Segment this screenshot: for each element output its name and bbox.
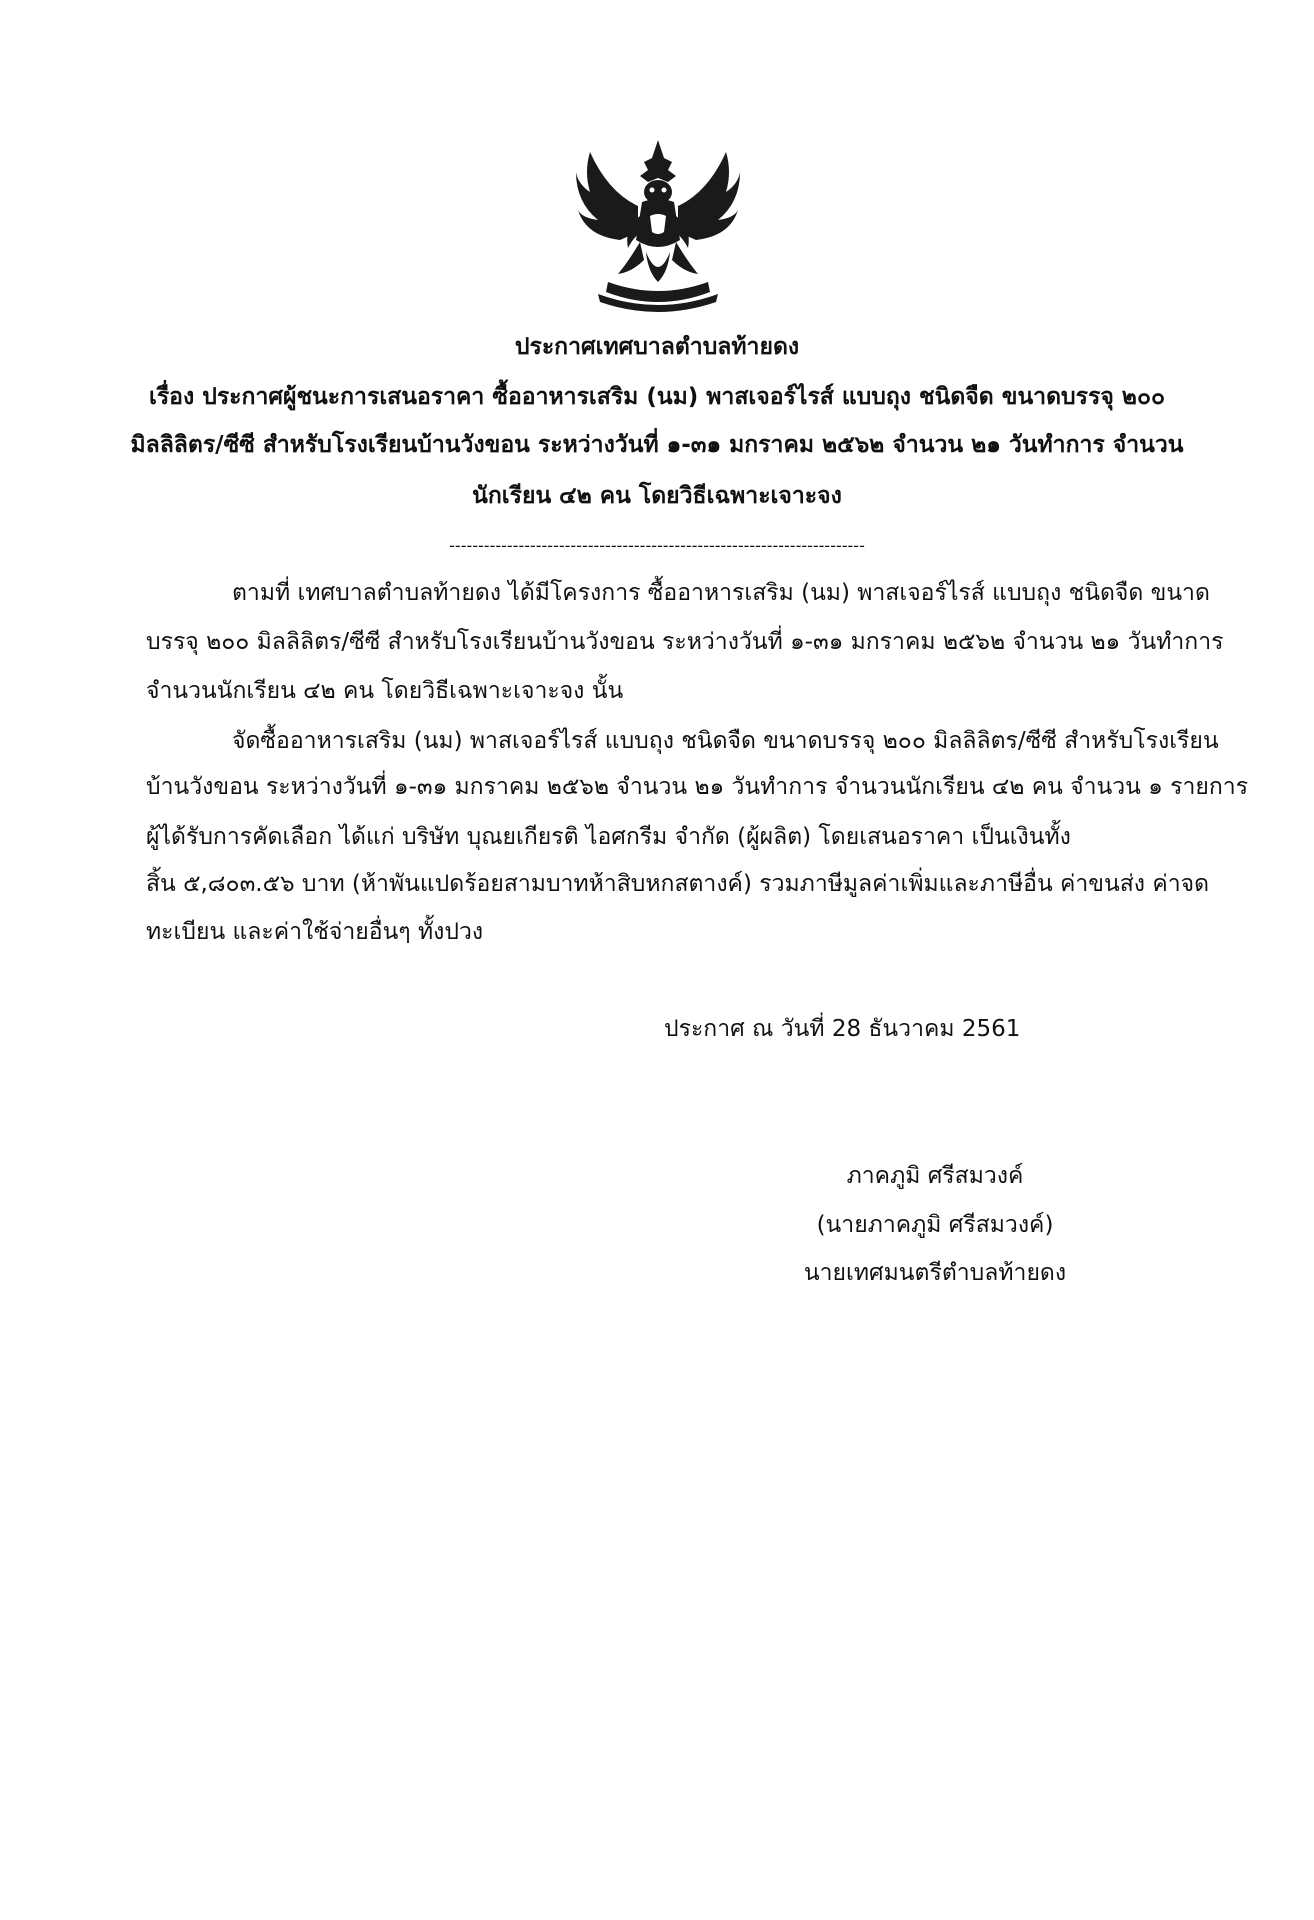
paragraph-2-line-5: ทะเบียน และค่าใช้จ่ายอื่นๆ ทั้งปวง [146, 919, 484, 945]
subject-line-3: นักเรียน ๔๒ คน โดยวิธีเฉพาะเจาะจง [472, 483, 842, 509]
announcement-date: ประกาศ ณ วันที่ 28 ธันวาคม 2561 [664, 1016, 1021, 1042]
subject-line-1: เรื่อง ประกาศผู้ชนะการเสนอราคา ซื้ออาหารเสริม (นม) พาสเจอร์ไรส์ แบบถุง ชนิดจืด ขนาดบรรจุ ๒๐๐ [148, 384, 1166, 410]
document-title: ประกาศเทศบาลตำบลท้ายดง [514, 334, 800, 360]
paragraph-2-line-1: จัดซื้ออาหารเสริม (นม) พาสเจอร์ไรส์ แบบถุง ชนิดจืด ขนาดบรรจุ ๒๐๐ มิลลิลิตร/ซีซี สำหรับโรงเรียน [232, 728, 1219, 754]
subject-line-2: มิลลิลิตร/ซีซี สำหรับโรงเรียนบ้านวังขอน ระหว่างวันที่ ๑-๓๑ มกราคม ๒๕๖๒ จำนวน ๒๑ วันทำการ จำนวน [130, 432, 1184, 458]
paragraph-2-line-2: บ้านวังขอน ระหว่างวันที่ ๑-๓๑ มกราคม ๒๕๖๒ จำนวน ๒๑ วันทำการ จำนวนนักเรียน ๔๒ คน จำนวน ๑ รายการ [146, 774, 1249, 800]
signature-position: นายเทศมนตรีตำบลท้ายดง [803, 1260, 1067, 1286]
garuda-emblem-icon [568, 132, 748, 316]
paragraph-2-line-4: สิ้น ๕,๘๐๓.๕๖ บาท (ห้าพันแปดร้อยสามบาทห้าสิบหกสตางค์) รวมภาษีมูลค่าเพิ่มและภาษีอื่น ค่าขนส่ง ค่าจด [146, 871, 1210, 897]
divider-line: ------------------------------------------------------------------------ [449, 536, 865, 555]
paragraph-2-line-3: ผู้ได้รับการคัดเลือก ได้แก่ บริษัท บุณยเกียรติ ไอศกรีม จำกัด (ผู้ผลิต) โดยเสนอราคา เป็นเงินทั้ง [146, 824, 1071, 850]
signature-printed-name: (นายภาคภูมิ ศรีสมวงค์) [816, 1212, 1054, 1238]
paragraph-1-line-1: ตามที่ เทศบาลตำบลท้ายดง ได้มีโครงการ ซื้ออาหารเสริม (นม) พาสเจอร์ไรส์ แบบถุง ชนิดจืด ขนาด [232, 580, 1210, 606]
paragraph-1-line-3: จำนวนนักเรียน ๔๒ คน โดยวิธีเฉพาะเจาะจง นั้น [146, 678, 624, 704]
paragraph-1-line-2: บรรจุ ๒๐๐ มิลลิลิตร/ซีซี สำหรับโรงเรียนบ้านวังขอน ระหว่างวันที่ ๑-๓๑ มกราคม ๒๕๖๒ จำนวน ๒๑ วันทำการ [146, 629, 1224, 655]
signature-name: ภาคภูมิ ศรีสมวงค์ [846, 1163, 1024, 1189]
